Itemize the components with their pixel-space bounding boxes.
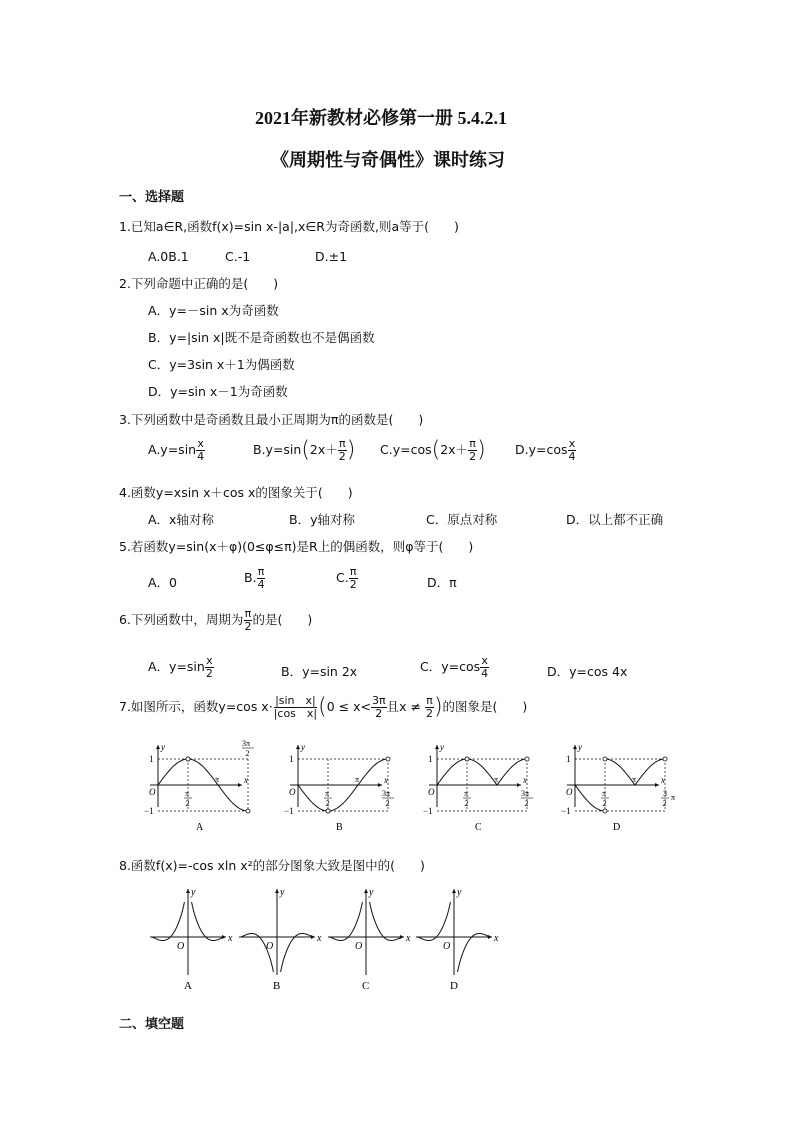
q7-origin: O — [428, 787, 435, 797]
q7-x-label: x — [661, 775, 665, 785]
q3-option-b: B.y=sin(2x＋ $\frac{\pi}{2}$ ) — [253, 437, 356, 463]
q2-option-a: A．y=－sin x为奇函数 — [148, 303, 279, 318]
q8-curve-right — [192, 902, 224, 941]
q5-option-d: D．π — [427, 575, 457, 590]
q8-x-label: x — [494, 933, 499, 944]
q7-tick-three-pi-num: 3π — [242, 739, 251, 748]
q8-panel-label: B — [273, 980, 281, 992]
q8-origin: O — [443, 941, 451, 952]
q7-tick-one: 1 — [566, 754, 571, 764]
q7-x-label: x — [384, 775, 388, 785]
q7-origin: O — [149, 787, 156, 797]
q7-tick-pi-half-den: 2 — [325, 799, 330, 808]
q8-curve-right — [458, 934, 490, 973]
q7-origin: O — [289, 787, 296, 797]
q7-tick-three: 3 — [663, 789, 667, 798]
q6-stem: 6.下列函数中，周期为 $\frac{\pi}{2}$ 的是( ) — [119, 607, 313, 633]
q7-panel-label: B — [336, 822, 343, 833]
q8-y-arrow — [452, 889, 456, 893]
q7-tick-pi-half-den: 2 — [602, 799, 607, 808]
q7-origin: O — [566, 787, 573, 797]
q7-tick-pi: π — [215, 775, 220, 784]
q8-origin: O — [355, 941, 363, 952]
q7-tick-one: 1 — [428, 754, 433, 764]
q7-tick-one: 1 — [149, 754, 154, 764]
page-subtitle: 《周期性与奇偶性》课时练习 — [271, 150, 505, 170]
q8-x-label: x — [406, 933, 411, 944]
q7-panel-label: A — [196, 822, 204, 833]
q7-tick-pi-half-num: π — [602, 789, 607, 798]
q7-tick-three-pi-num: 3π — [382, 789, 391, 798]
q7-tick-three-den: 2 — [662, 799, 667, 808]
q8-panel-label: C — [362, 980, 370, 992]
page-title: 2021年新教材必修第一册 5.4.2.1 — [255, 108, 507, 128]
q7-tick-neg-one: −1 — [561, 806, 571, 816]
q7-y-label: y — [301, 742, 305, 752]
q7-tick-three-pi-num: 3π — [521, 789, 530, 798]
q7-tick-one: 1 — [289, 754, 294, 764]
q8-curve-left — [418, 902, 450, 941]
q8-curve-left — [152, 902, 184, 941]
q7-tick-neg-one: −1 — [423, 806, 433, 816]
q4-stem: 4.函数y=xsin x＋cos x的图象关于( ) — [119, 485, 353, 500]
q7-panel-label: D — [613, 822, 621, 833]
q7-tick-three-pi-den: 2 — [524, 799, 529, 808]
q1-option-ab: A.0B.1 — [148, 249, 189, 264]
q7-panel-label: C — [475, 822, 482, 833]
q2-option-c: C．y=3sin x＋1为偶函数 — [148, 357, 295, 372]
q7-tick-pi: π — [632, 775, 637, 784]
q8-panel-label: D — [450, 980, 458, 992]
q7-stem: 7.如图所示，函数y=cos x· $\frac{\text{|sin x|}}{\text{|cos x|}}$ (0 ≤ x< $\frac{3\pi}{2}$ 且x ≠ $\frac{\pi}{2}$ )的图象是( ) — [119, 694, 528, 720]
q6-option-b: B．y=sin 2x — [281, 664, 358, 679]
q5-stem: 5.若函数y=sin(x＋φ)(0≤φ≤π)是R上的偶函数，则φ等于( ) — [119, 539, 474, 554]
q3-option-c: C.y=cos(2x＋ $\frac{\pi}{2}$ ) — [380, 437, 486, 463]
section-fill: 二、填空题 — [119, 1017, 185, 1032]
q4-option-d: D．以上都不正确 — [566, 512, 664, 527]
q7-tick-pi-half-den: 2 — [185, 799, 190, 808]
q3-option-a: A.y=sin $\frac{x}{4}$ — [148, 437, 205, 463]
q8-curve-left — [330, 902, 362, 941]
q8-origin: O — [266, 941, 274, 952]
q8-origin: O — [177, 941, 185, 952]
q7-tick-neg-one: −1 — [284, 806, 294, 816]
q6-option-d: D．y=cos 4x — [547, 664, 628, 679]
q7-y-label: y — [440, 742, 444, 752]
q1-option-d: D.±1 — [315, 249, 348, 264]
q8-y-label: y — [369, 887, 374, 898]
q8-x-label: x — [317, 933, 322, 944]
q7-tick-pi: π — [494, 775, 499, 784]
q7-y-label: y — [161, 742, 165, 752]
q2-stem: 2.下列命题中正确的是( ) — [119, 276, 279, 291]
q8-panel-label: A — [184, 980, 192, 992]
q4-option-b: B．y轴对称 — [289, 512, 355, 527]
q8-y-arrow — [275, 889, 279, 893]
q8-y-arrow — [364, 889, 368, 893]
q8-y-label: y — [457, 887, 462, 898]
q8-y-arrow — [186, 889, 190, 893]
q7-tick-pi: π — [355, 775, 360, 784]
q5-option-a: A．0 — [148, 575, 178, 590]
q4-option-c: C．原点对称 — [426, 512, 498, 527]
q8-curve-right — [281, 934, 313, 973]
q6-option-c: C．y=cos $\frac{x}{4}$ — [420, 654, 489, 680]
q7-x-label: x — [523, 775, 527, 785]
q7-tick-neg-one: −1 — [144, 806, 154, 816]
q7-y-label: y — [578, 742, 582, 752]
q7-tick-three-pi-den: 2 — [245, 749, 250, 758]
q4-option-a: A．x轴对称 — [148, 512, 214, 527]
q3-option-d: D.y=cos $\frac{x}{4}$ — [515, 437, 576, 463]
q1-stem: 1.已知a∈R,函数f(x)=sin x-|a|,x∈R为奇函数,则a等于( ) — [119, 219, 459, 234]
q7-tick-pi-half-num: π — [464, 789, 469, 798]
q6-option-a: A．y=sin $\frac{x}{2}$ — [148, 654, 213, 680]
q7-tick-pi-half-den: 2 — [464, 799, 469, 808]
q5-option-b: B. $\frac{\pi}{4}$ — [244, 565, 265, 591]
q7-tick-pi-half-num: π — [185, 789, 190, 798]
q7-tick-three-pi: π — [671, 793, 676, 802]
section-choice: 一、选择题 — [119, 190, 185, 205]
q7-tick-pi-half-num: π — [325, 789, 330, 798]
q3-stem: 3.下列函数中是奇函数且最小正周期为π的函数是( ) — [119, 412, 424, 427]
q2-option-d: D．y=sin x－1为奇函数 — [148, 384, 288, 399]
q7-x-label: x — [244, 775, 248, 785]
q7-tick-three-pi-den: 2 — [385, 799, 390, 808]
q2-option-b: B．y=|sin x|既不是奇函数也不是偶函数 — [148, 330, 375, 345]
q5-option-c: C. $\frac{\pi}{2}$ — [336, 565, 357, 591]
q8-y-label: y — [280, 887, 285, 898]
q8-curve-right — [370, 902, 402, 941]
q8-stem: 8.函数f(x)=-cos xln x²的部分图象大致是图中的( ) — [119, 858, 425, 873]
q1-option-c: C.-1 — [225, 249, 251, 264]
q8-curve-left — [241, 934, 273, 973]
q8-x-label: x — [228, 933, 233, 944]
q8-y-label: y — [191, 887, 196, 898]
